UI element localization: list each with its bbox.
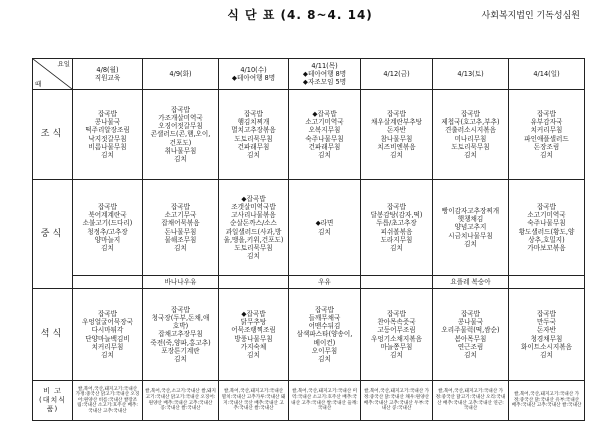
snack-cell: 바나나우유 [143,276,219,289]
row-label-dinner: 석식 [33,289,73,381]
menu-cell: 잡곡밥 찬아목속즛국 고등어무조림 우엉기소채지볶음 마늘쫑무침 김치 [361,289,433,381]
menu-cell: 잡곡밥 소고기미역국 숙주나물무침 황도샐러드(황도,양 상추,호밀지) 가마보꼬볶음 [509,180,585,276]
day-header: 4/14(일) [509,59,585,90]
snack-row [33,276,585,289]
menu-cell: 잡곡밥 청국장(두부,돈채,애 호박) 잡채고추장무침 죽전(죽,양파,홍고추) 포장튼기계란 김치 [143,289,219,381]
origin-note: 쌀,북어,국산,돼지고기:국내산 가정:중국산 닭고기:국내산 오리:국내산 배추:국내산 고추:국내산 연근:국내산 [433,381,509,421]
snack-cell [509,276,585,289]
menu-cell: 잡곡밥 만두국 돈자반 청경채무침 화이트소시지볶음 김치 [509,289,585,381]
weekly-menu-table [32,58,585,421]
menu-cell: 잡곡밥 제첩국(호고추,부추) 견출러소시지볶음 미나리무침 도토리묵무침 김치 [433,90,509,180]
snack-cell: 요플레 복숭아 [433,276,509,289]
menu-cell: 잡곡밥 콩나물국 떡주리알장조림 낙지젓갈무침 비름나물무침 김치 [73,90,143,180]
corner-cell [33,59,73,90]
menu-cell: 잡곡밥 우엉얼굴어묵장국 다시마튀각 단양마늘백김비 치커리무침 김치 [73,289,143,381]
menu-cell: 잡곡밥 달봉감탕(감자,떡) 두릅/초고추장 피쉬볼볶음 도라지무침 김치 [361,180,433,276]
page-title: 식 단 표 (4. 8~4. 14) [227,8,373,22]
origin-note: 쌀,북어,국산,돼지고기:국내산 가정:중국산 닭:국내산 유부:국내산 배추:국내산 고추:국내산 쌀:국내산 [509,381,585,421]
menu-cell: 잡곡밥 들깨무채국 어맨수뒤김 삼색파스타(양송이, 베이컨) 오이무침 김치 [289,289,361,381]
origin-note: 쌀,북어,국산,돼지고기:국내산 가정:중국산 닭고기:국내산 오징어:원양산 비름:국내산 쌀장조림:국내산 소고기:호주산 배추:국내산 고추:국내산 [73,381,143,421]
menu-cell: 잡곡밥 유부감자국 치커리무침 파인애플샐러드 돈장조림 김치 [509,90,585,180]
menu-cell: 잡곡밥 햄김치찌개 멸치고추장볶음 도토리묵무침 건파래무침 김치 [219,90,289,180]
row-label-remarks: 비 고 (대치식품) [33,381,73,421]
meal-label: 때 [35,79,42,88]
origin-note: 쌀,북어,국산,돼지고기:국내산 미역:국내산 소고기:호주산 배추:국내산 고추:국내산 쌀:국내산 들깨:국내산 [289,381,361,421]
menu-cell: ◆라면 김치 [289,180,361,276]
weekday-label: 요일 [57,60,70,68]
menu-cell: 빵이감자고추장찌개 햇챙채김 양념고추지 시금치나물무침 김치 [433,180,509,276]
menu-cell: 잡곡밥 채우살계란부추탕 돈자반 참나물무침 치즈비엔볶음 김치 [361,90,433,180]
organization-name: 사회복지법인 기독성심원 [481,11,580,21]
header-row [33,59,585,90]
lunch-row [33,180,585,276]
day-header: 4/10(수) ◆테아여행 8명 [219,59,289,90]
snack-cell [219,276,289,289]
day-header: 4/8(월) 직원교육 [73,59,143,90]
row-label-breakfast: 조식 [33,90,73,180]
day-header: 4/9(화) [143,59,219,90]
menu-cell: 잡곡밥 북어계계란국 소불고기(드다리) 청정추/고추장 양마늘지 김치 [73,180,143,276]
day-header: 4/12(금) [361,59,433,90]
dinner-row [33,289,585,381]
day-header: 4/13(토) [433,59,509,90]
snack-cell: 우유 [289,276,361,289]
origin-note: 쌀,북어,국산,돼지고기:국내산 멸치:국내산 고추가루:국내산 돼지:국내산 국산 배추:국내산 고추:국내산 쌀:국내산 [219,381,289,421]
day-header: 4/11(목) ◆테아여행 8명 ◆자조모임 5명 [289,59,361,90]
breakfast-row [33,90,585,180]
row-label-lunch: 중식 [33,180,73,289]
snack-cell [361,276,433,289]
origin-note: 쌀,북어,국산,소고기:국내산 쌀,돼지고기:국내산 닭고기:국내산 오징어:원양산 배추:국내산 고추:국내산 콩:국내산 쌀:국내산 [143,381,219,421]
menu-cell: ◆잡곡밥 소고기미역국 오복지무침 숙주나물무침 건파래무침 김치 [289,90,361,180]
menu-cell: 잡곡밥 가조개살미역국 오징어젓갈무침 콘샐러드(콘,햄,오이, 건포도) 취나물무침 김치 [143,90,219,180]
menu-cell: 잡곡밥 콩나물국 오리주물럭(떡,쌈순) 봄아목무침 연근조림 김치 [433,289,509,381]
menu-cell: ◆잡곡밥 조갯살미역국밥 고사리나물볶음 순살돈까스/소스 과일샐러드(사과,방 울,맹을,키위,건포도) 도토리묵무침 김치 [219,180,289,276]
origin-note: 쌀,북어,국산,돼지고기:국내산 가정:중국산 닭:국내산 채우:원양산 배추:국내산 고추:국내산 두부:국내산 콩:국내산 [361,381,433,421]
remarks-row [33,381,585,421]
menu-cell: ◆잡곡밥 닭무추탕 어묵조랭찍조림 방풍나물무침 가지숙체 김치 [219,289,289,381]
snack-cell [73,276,143,289]
menu-cell: 잡곡밥 소고기무국 잡채어묵볶음 돈나물무침 물해조무침 김치 [143,180,219,276]
